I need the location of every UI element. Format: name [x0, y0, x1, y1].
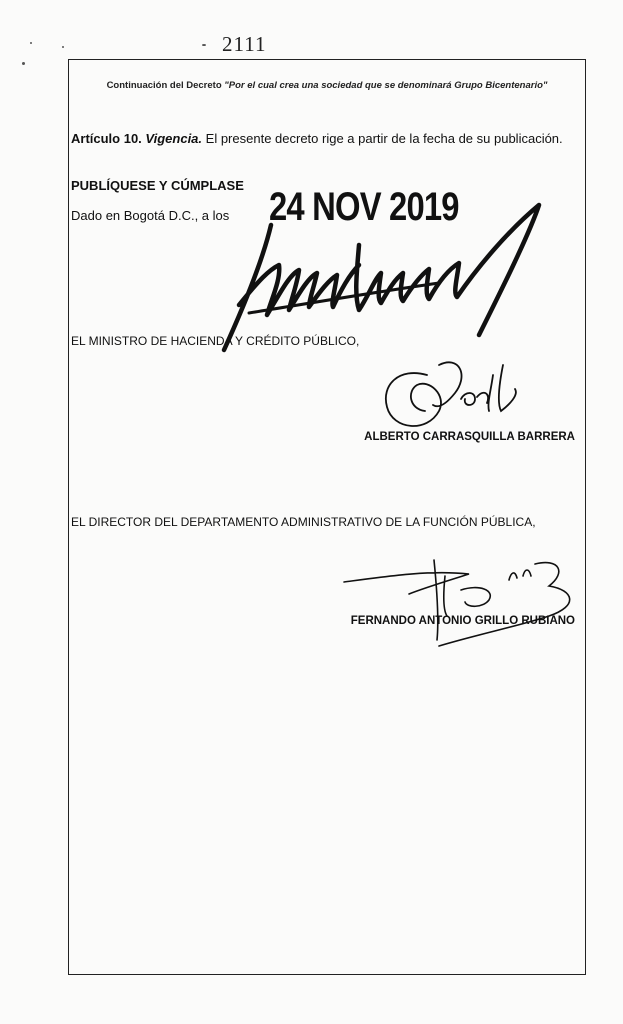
- scan-speck: [22, 62, 25, 65]
- minister-name: ALBERTO CARRASQUILLA BARRERA: [364, 431, 575, 443]
- publish-clause: PUBLÍQUESE Y CÚMPLASE: [71, 178, 244, 193]
- scan-speck: [30, 42, 32, 44]
- scan-speck: [62, 46, 64, 48]
- decree-header: [69, 80, 585, 91]
- page-number: 2111: [222, 32, 267, 56]
- document-frame: [68, 59, 586, 975]
- minister-signature: [369, 345, 569, 445]
- article-text: El presente decreto rige a partir de la fecha de su publicación.: [205, 131, 563, 146]
- article-label: Artículo 10.: [71, 131, 142, 146]
- article-10: [71, 131, 563, 146]
- minister-title: EL MINISTRO DE HACIENDA Y CRÉDITO PÚBLICO,: [71, 334, 360, 348]
- decree-title: "Por el cual crea una sociedad que se denominará Grupo Bicentenario": [224, 80, 548, 91]
- given-in-clause: Dado en Bogotá D.C., a los: [71, 208, 230, 223]
- director-signature: [339, 550, 589, 650]
- director-title: EL DIRECTOR DEL DEPARTAMENTO ADMINISTRATIVO DE LA FUNCIÓN PÚBLICA,: [71, 515, 536, 529]
- header-prefix: Continuación del Decreto: [106, 80, 222, 91]
- scan-speck: [202, 44, 206, 46]
- date-stamp: 24 NOV 2019: [269, 185, 459, 229]
- article-heading: Vigencia.: [145, 131, 203, 146]
- director-name: FERNANDO ANTONIO GRILLO RUBIANO: [350, 615, 575, 627]
